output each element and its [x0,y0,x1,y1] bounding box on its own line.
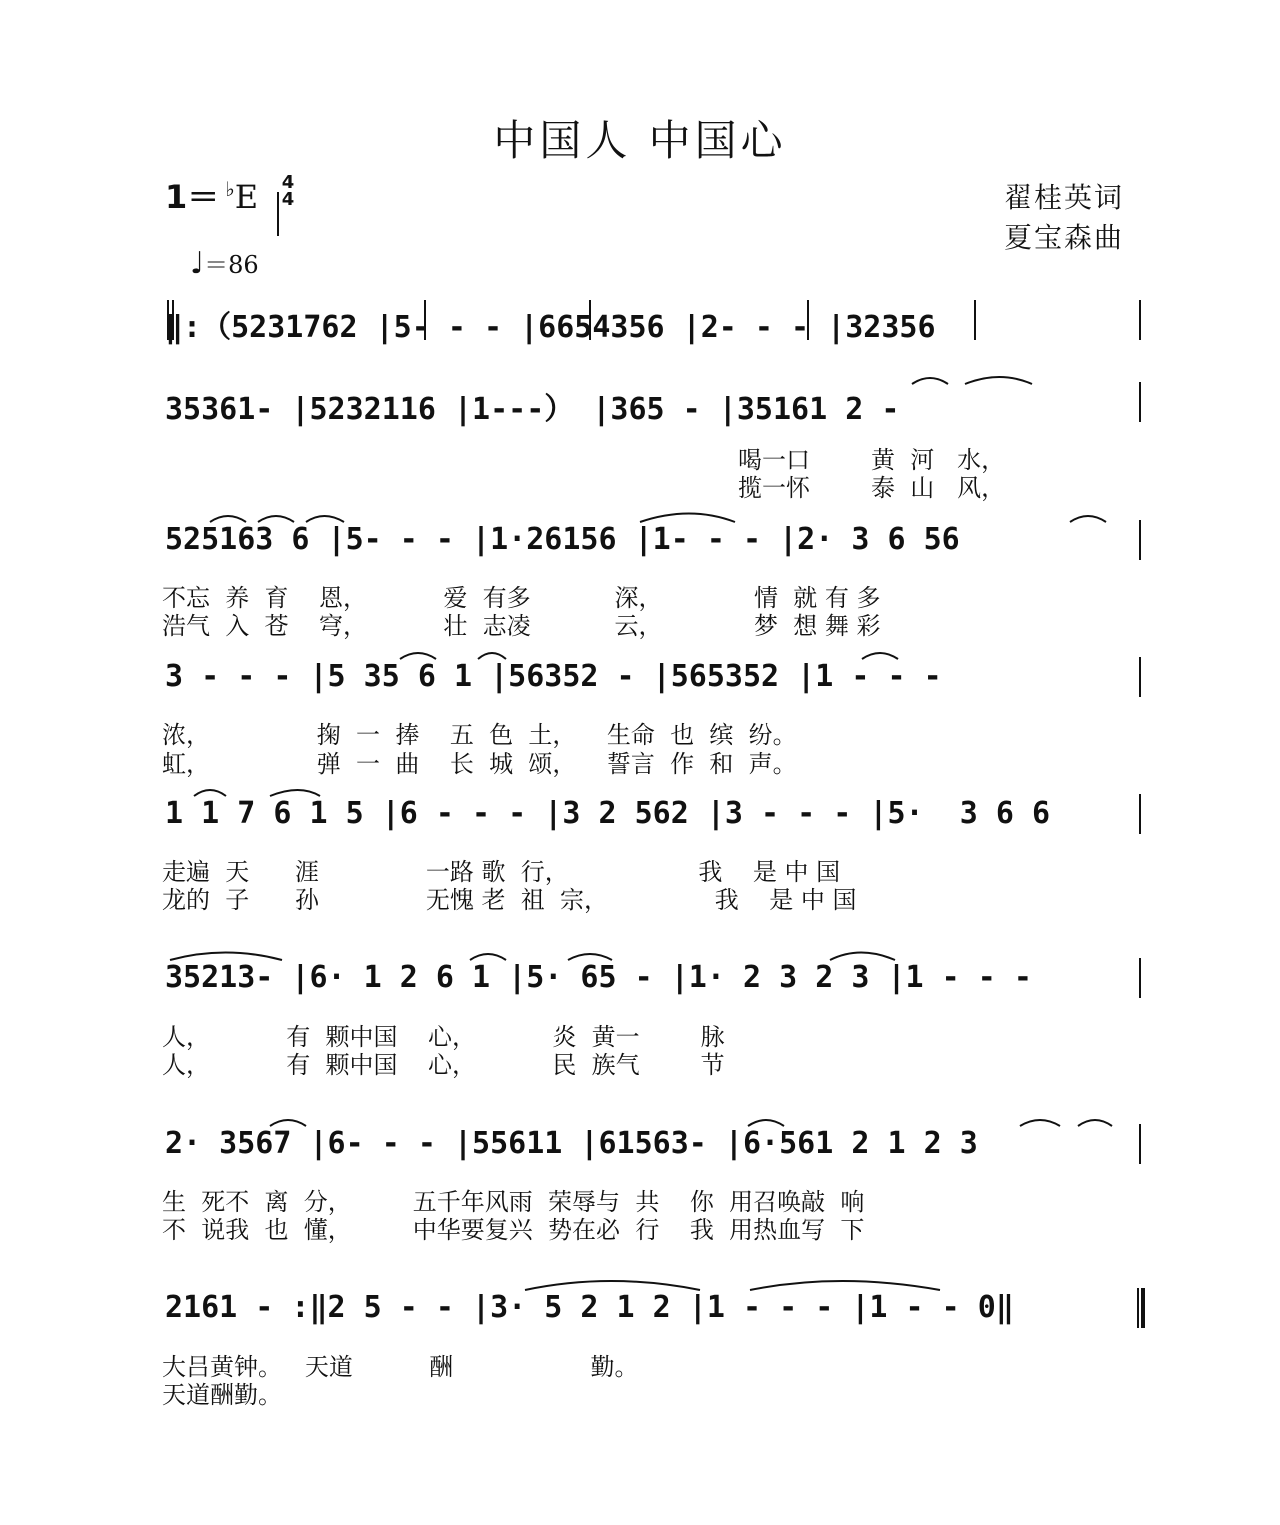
lyrics-line-3-verse-2: 浩气 入 苍 穹， 壮 志凌 云， 梦 想 舞 彩 [162,612,881,640]
tempo-value: ＝86 [204,251,259,279]
tie [750,1281,940,1290]
lyricist-credit: 翟桂英词 [1004,181,1125,214]
composer-credit: 夏宝森曲 [1004,221,1125,254]
notation-line-2: 35361‑ |5232116 |1‑‑‑） |365 ‑ |35161 2 ‑ [165,392,900,427]
flat-sign: ♭ [225,177,235,201]
meter-bottom: 4 [281,189,295,210]
song-title: 中国人 中国心 [493,116,787,165]
tie [170,953,282,961]
lyrics-line-6-verse-1: 人， 有 颗中国 心， 炎 黄一 脉 [162,1023,725,1051]
lyrics-line-4-verse-1: 浓， 掬 一 捧 五 色 土， 生命 也 缤 纷。 [162,721,797,749]
lyrics-line-4-verse-2: 虹， 弹 一 曲 长 城 颂， 誓言 作 和 声。 [162,750,797,778]
notation-line-5: 1 1 7 6 1 5 |6 ‑ ‑ ‑ |3 2 562 |3 ‑ ‑ ‑ |5· 3 6 6 [165,796,1051,831]
lyrics-line-2-verse-1: 喝一口 黄 河 水， [738,446,1006,474]
lyrics-line-7-verse-1: 生 死不 离 分， 五千年风雨 荣辱与 共 你 用召唤敲 响 [162,1188,865,1216]
tie [1070,516,1106,522]
notation-line-3: 525163 6 |5‑ ‑ ‑ |1·26156 |1‑ ‑ ‑ |2· 3 6 56 [165,522,960,557]
notation-line-8: 2161 ‑ :‖2 5 ‑ ‑ |3· 5 2 1 2 |1 ‑ ‑ ‑ |1 ‑ ‑ 0‖ [165,1290,1014,1325]
lyrics-line-5-verse-1: 走遍 天 涯 一路 歌 行， 我 是 中 国 [162,858,841,886]
lyrics-line-6-verse-2: 人， 有 颗中国 心， 民 族气 节 [162,1051,725,1079]
lyrics-line-2-verse-2: 揽一怀 泰 山 风， [738,474,1006,502]
lyrics-line-8-verse-1: 大吕黄钟。 天道 酬 勤。 [162,1353,639,1381]
notation-line-4: 3 ‑ ‑ ‑ |5 35 6 1 |56352 ‑ |565352 |1 ‑ ‑ ‑ [165,659,942,694]
lyrics-line-3-verse-1: 不忘 养 育 恩， 爱 有多 深， 情 就 有 多 [162,584,881,612]
quarter-note-icon: ♩ [190,246,205,281]
key-signature [165,172,258,218]
tie [830,953,895,961]
lyrics-line-7-verse-2: 不 说我 也 懂， 中华要复兴 势在必 行 我 用热血写 下 [162,1216,865,1244]
key-letter: E [234,178,259,216]
tie [1078,1120,1112,1126]
notation-line-1: ‖:（5231762 |5‑ ‑ ‑ |6654356 |2‑ ‑ ‑ |32356 [165,310,936,345]
tie [640,514,735,523]
tie [912,378,948,384]
tie [1020,1120,1060,1126]
meter-top: 4 [281,172,295,193]
tie [965,377,1032,384]
notation-line-7: 2· 3567 |6‑ ‑ ‑ |55611 |61563‑ |6·561 2 1 2 3 [165,1126,978,1161]
time-signature [277,174,299,208]
lyrics-line-8-verse-2: 天道酬勤。 [162,1381,282,1409]
key-prefix: 1＝ [165,178,220,216]
tie [525,1281,700,1290]
lyrics-line-5-verse-2: 龙的 子 孙 无愧 老 祖 宗， 我 是 中 国 [162,886,857,914]
notation-line-6: 35213‑ |6· 1 2 6 1 |5· 65 ‑ |1· 2 3 2 3 |1 ‑ ‑ ‑ [165,960,1032,995]
tempo-mark [190,245,259,281]
